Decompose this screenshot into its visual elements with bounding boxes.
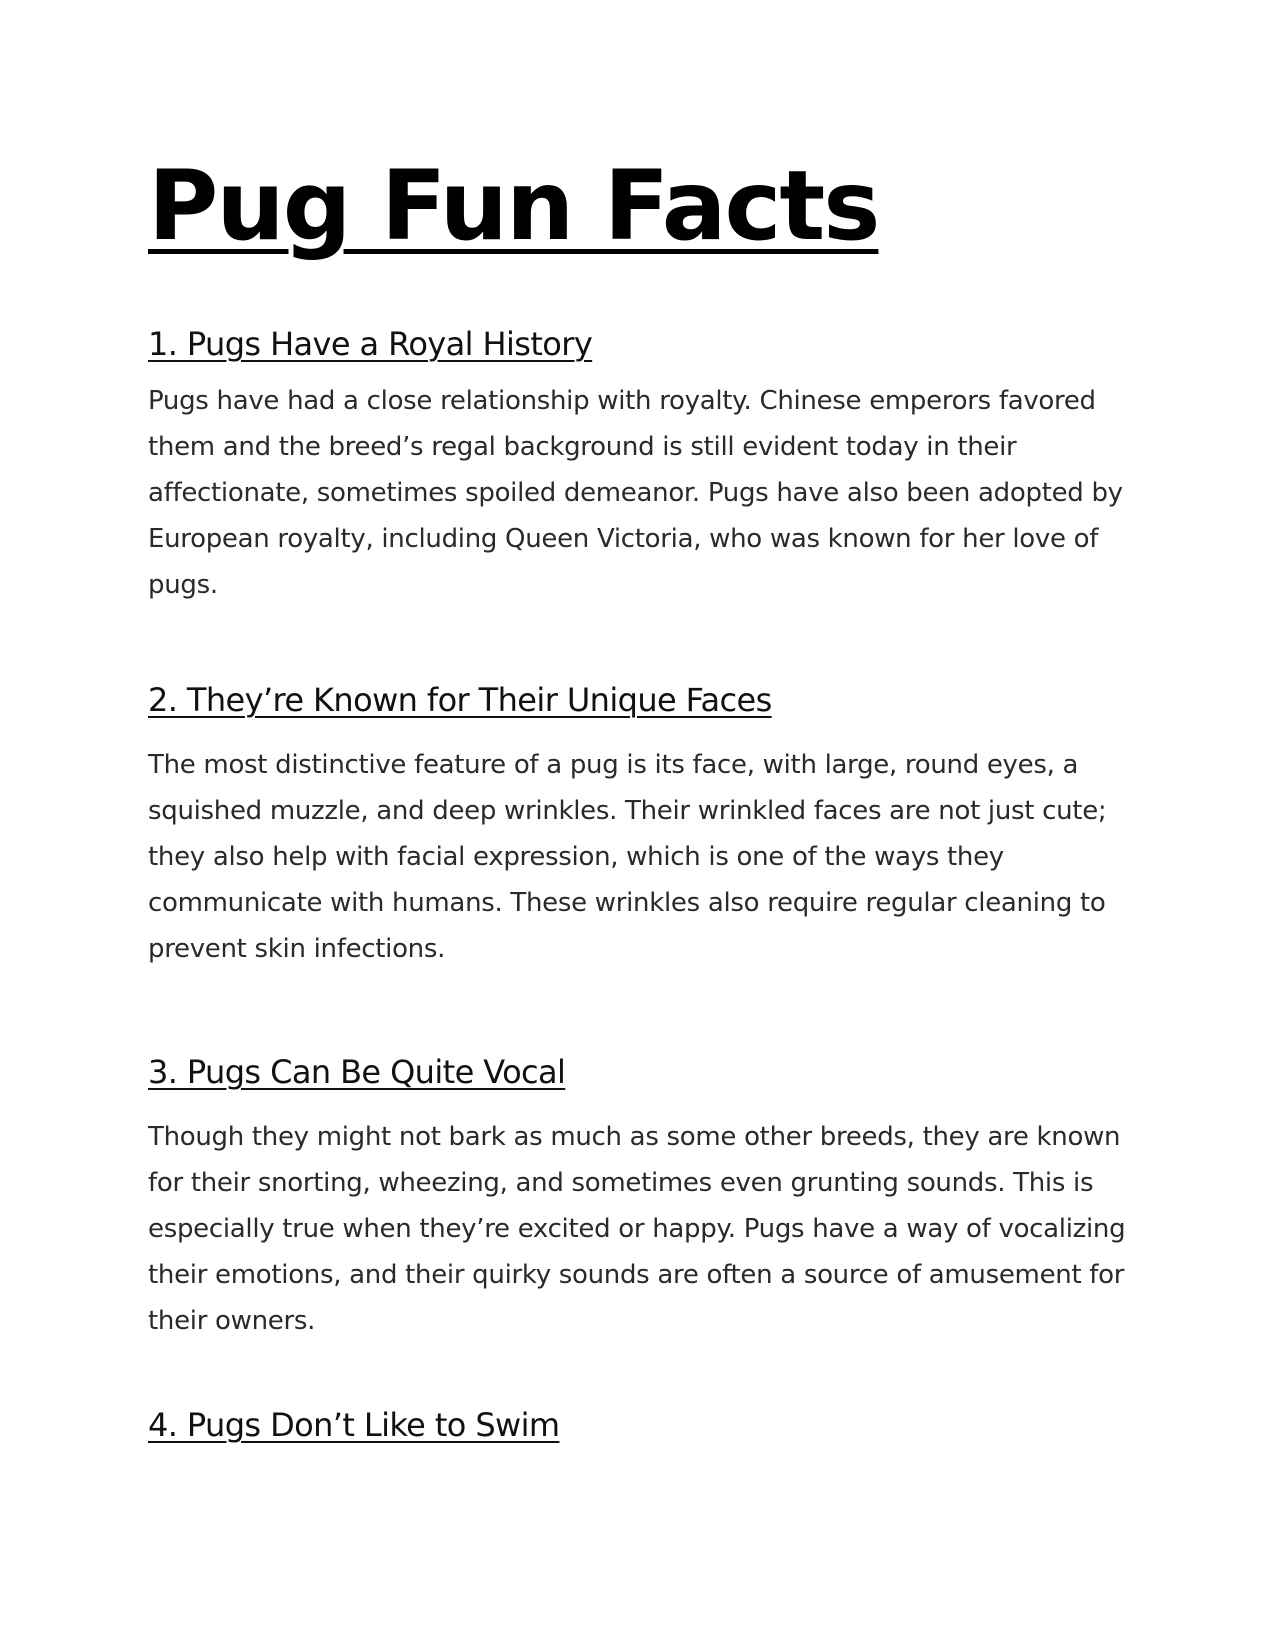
- fact-heading-4: 4. Pugs Don’t Like to Swim: [148, 1406, 560, 1444]
- fact-body-1: Pugs have had a close relationship with royalty. Chinese emperors favored them and the breed’s regal background is still evident today in their affectionate, sometimes spoiled demeanor. Pugs have also been adopted by European royalty, including Queen Victoria, who was known for her love of pugs.: [148, 386, 1123, 600]
- fact-section-4: [148, 1405, 1128, 1445]
- fact-section-1: [148, 324, 1128, 608]
- fact-section-2: [148, 680, 1128, 972]
- fact-heading-3: 3. Pugs Can Be Quite Vocal: [148, 1053, 566, 1091]
- fact-body-2: The most distinctive feature of a pug is its face, with large, round eyes, a squished muzzle, and deep wrinkles. Their wrinkled faces are not just cute; they also help with facial expression, which is one of the ways they communicate with humans. These wrinkles also require regular cleaning to prevent skin infections.: [148, 750, 1107, 964]
- fact-section-3: [148, 1052, 1128, 1344]
- fact-heading-2: 2. They’re Known for Their Unique Faces: [148, 681, 772, 719]
- page-title: Pug Fun Facts: [148, 150, 879, 262]
- fact-heading-1: 1. Pugs Have a Royal History: [148, 325, 593, 363]
- fact-body-3: Though they might not bark as much as some other breeds, they are known for their snorting, wheezing, and sometimes even grunting sounds. This is especially true when they’re excited or happy. Pugs have a way of vocalizing their emotions, and their quirky sounds are often a source of amusement for their owners.: [148, 1122, 1126, 1336]
